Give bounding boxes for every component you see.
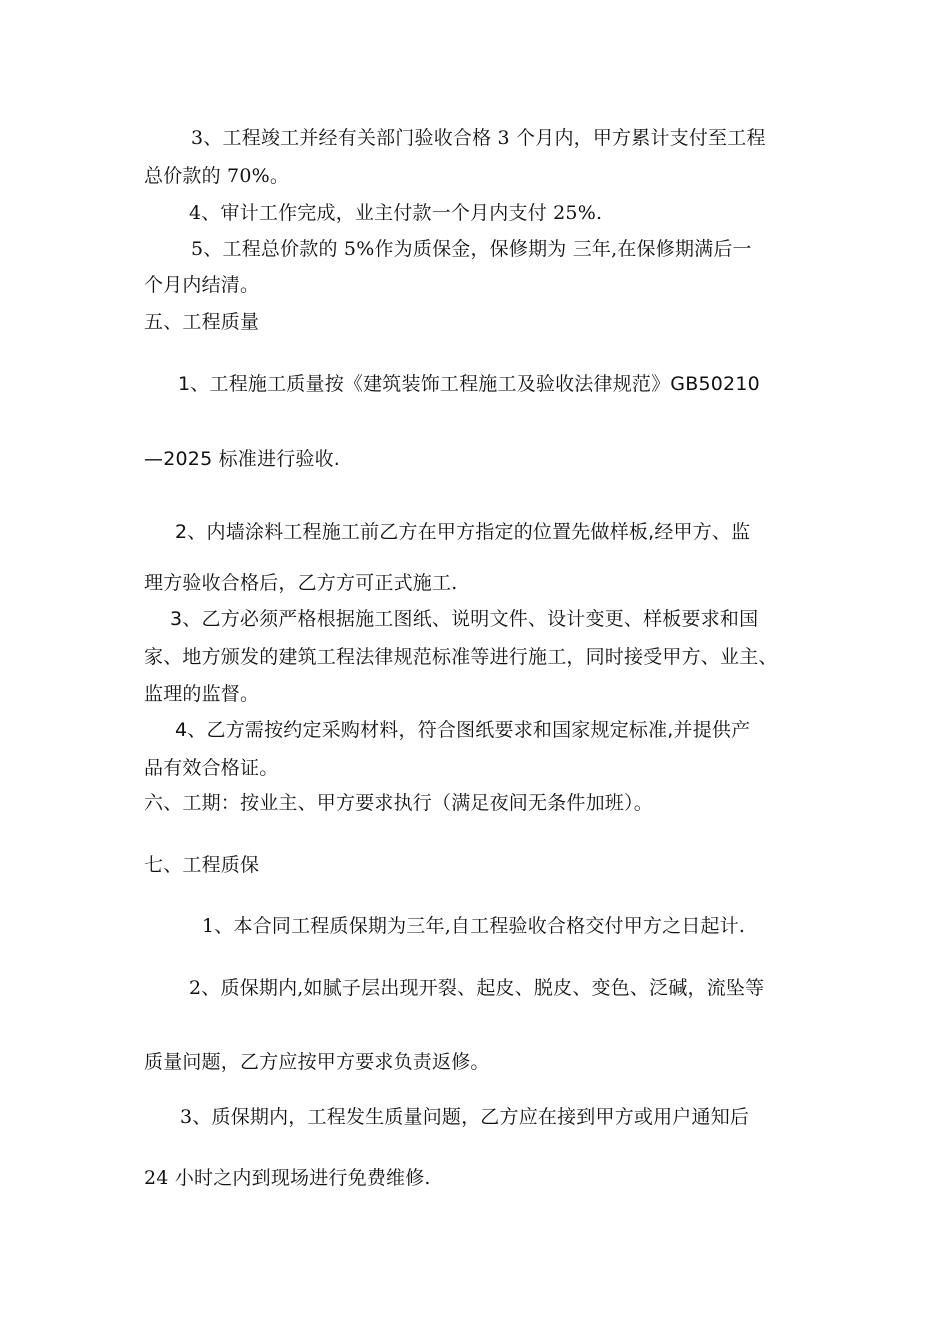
payment-item-5-line-2: 个月内结清。 <box>144 274 260 296</box>
quality-item-3-line-3: 监理的监督。 <box>144 683 260 705</box>
payment-item-4: 4、审计工作完成，业主付款一个月内支付 25%. <box>189 202 603 224</box>
warranty-item-1: 1、本合同工程质保期为三年,自工程验收合格交付甲方之日起计. <box>202 915 746 937</box>
quality-item-1-line-1: 1、工程施工质量按《建筑装饰工程施工及验收法律规范》GB50210 <box>178 373 760 395</box>
quality-item-4-line-1: 4、乙方需按约定采购材料，符合图纸要求和国家规定标准,并提供产 <box>175 719 751 741</box>
payment-item-3-line-2: 总价款的 70%。 <box>144 165 290 187</box>
quality-item-4-line-2: 品有效合格证。 <box>144 757 279 779</box>
payment-item-5-line-1: 5、工程总价款的 5%作为质保金，保修期为 三年,在保修期满后一 <box>191 238 752 260</box>
warranty-item-3-line-2: 24 小时之内到现场进行免费维修. <box>144 1167 431 1189</box>
section-6-heading: 六、工期：按业主、甲方要求执行（满足夜间无条件加班）。 <box>144 792 653 814</box>
quality-item-3-line-1: 3、乙方必须严格根据施工图纸、说明文件、设计变更、样板要求和国 <box>170 608 759 630</box>
warranty-item-3-line-1: 3、质保期内，工程发生质量问题，乙方应在接到甲方或用户通知后 <box>180 1106 750 1128</box>
section-5-heading: 五、工程质量 <box>144 311 260 333</box>
quality-item-2-line-1: 2、内墙涂料工程施工前乙方在甲方指定的位置先做样板,经甲方、监 <box>175 521 751 543</box>
quality-item-1-line-2: —2025 标准进行验收. <box>144 448 341 470</box>
payment-item-3-line-1: 3、工程竣工并经有关部门验收合格 3 个月内，甲方累计支付至工程 <box>191 127 766 149</box>
quality-item-2-line-2: 理方验收合格后，乙方方可正式施工. <box>144 572 458 594</box>
warranty-item-2-line-1: 2、质保期内,如腻子层出现开裂、起皮、脱皮、变色、泛碱，流坠等 <box>189 977 765 999</box>
section-7-heading: 七、工程质保 <box>144 854 260 876</box>
quality-item-3-line-2: 家、地方颁发的建筑工程法律规范标准等进行施工，同时接受甲方、业主、 <box>144 646 778 668</box>
warranty-item-2-line-2: 质量问题，乙方应按甲方要求负责返修。 <box>144 1051 490 1073</box>
